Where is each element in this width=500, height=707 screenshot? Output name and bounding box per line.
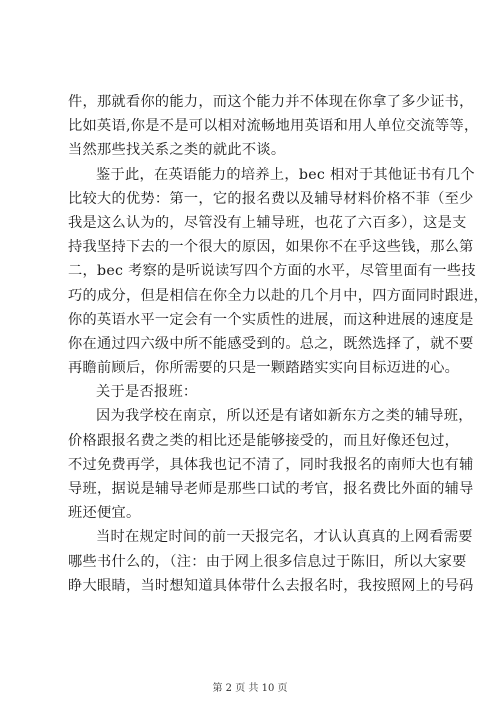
text-line: 持我坚持下去的一个很大的原因，如果你不在乎这些钱，那么第 xyxy=(68,239,474,256)
text-line: 再瞻前顾后，你所需要的只是一颗踏踏实实向目标迈进的心。 xyxy=(68,360,460,377)
text-line: 鉴于此，在英语能力的培养上，bec 相对于其他证书有几个 xyxy=(96,166,475,183)
text-line: 价格跟报名费之类的相比还是能够接受的，而且好像还包过， xyxy=(68,432,460,449)
text-line: 睁大眼睛，当时想知道具体带什么去报名时，我按照网上的号码 xyxy=(68,577,474,594)
text-line: 巧的成分，但是相信在你全力以赴的几个月中，四方面同时跟进， xyxy=(68,287,489,304)
text-line: 我是这么认为的，尽管没有上辅导班，也花了六百多），这是支 xyxy=(68,214,467,231)
text-line: 当然那些找关系之类的就此不谈。 xyxy=(68,142,286,159)
text-line: 导班，据说是辅导老师是那些口试的考官，报名费比外面的辅导 xyxy=(68,481,474,497)
body-text xyxy=(68,90,489,598)
text-line: 比较大的优势：第一，它的报名费以及辅导材料价格不菲（至少 xyxy=(68,190,474,207)
text-line: 你的英语水平一定会有一个实质性的进展，而这种进展的速度是 xyxy=(68,311,474,328)
text-line: 不过免费再学，具体我也记不清了，同时我报名的南师大也有辅 xyxy=(68,456,474,473)
text-line: 件，那就看你的能力，而这个能力并不体现在你拿了多少证书， xyxy=(68,94,474,110)
page-footer: 第 2 页 共 10 页 xyxy=(212,683,288,694)
text-line: 当时在规定时间的前一天报完名，才认认真真的上网看需要 xyxy=(96,529,473,546)
text-line: 你在通过四六级中所不能感受到的。总之，既然选择了，就不要 xyxy=(68,335,474,352)
text-line: 哪些书什么的，（注：由于网上很多信息过于陈旧，所以大家要 xyxy=(68,553,467,570)
text-line: 班还便宜。 xyxy=(68,505,141,522)
text-line: 比如英语,你是不是可以相对流畅地用英语和用人单位交流等等， xyxy=(68,118,479,135)
text-line: 关于是否报班： xyxy=(96,384,198,401)
text-line: 因为我学校在南京，所以还是有诸如新东方之类的辅导班， xyxy=(96,408,473,425)
text-line: 二，bec 考察的是听说读写四个方面的水平，尽管里面有一些技 xyxy=(68,263,476,280)
